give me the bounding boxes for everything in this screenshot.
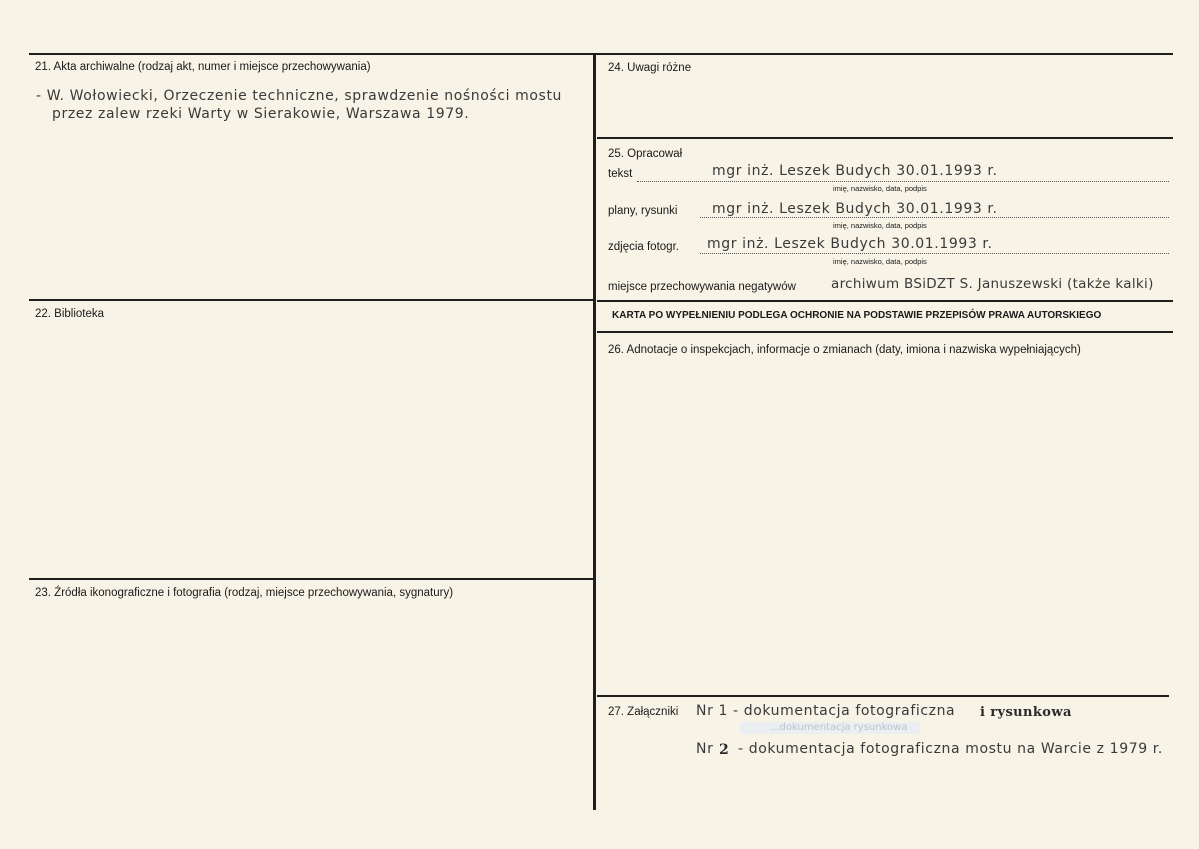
section-21-label: 21. Akta archiwalne (rodzaj akt, numer i miejsce przechowywania) — [35, 61, 371, 73]
zdjecia-dotted-line — [700, 253, 1169, 254]
miejsce-value: archiwum BSiDZT S. Januszewski (także kalki) — [831, 276, 1154, 292]
zdjecia-value: mgr inż. Leszek Budych 30.01.1993 r. — [707, 236, 993, 252]
zdjecia-caption: imię, nazwisko, data, podpis — [833, 257, 927, 266]
section-27-label: 27. Załączniki — [608, 706, 679, 718]
center-divider-line — [593, 53, 596, 810]
copyright-notice: KARTA PO WYPEŁNIENIU PODLEGA OCHRONIE NA PODSTAWIE PRZEPISÓW PRAWA AUTORSKIEGO — [612, 310, 1102, 321]
section-21-line-1: - W. Wołowiecki, Orzeczenie techniczne, sprawdzenie nośności mostu — [36, 88, 563, 104]
ghost-stamp-text: ...dokumentacja rysunkowa — [770, 722, 908, 733]
attachment-2-text: - dokumentacja fotograficzna mostu na Warcie z 1979 r. — [738, 741, 1163, 757]
divider-22-23 — [29, 578, 595, 580]
plany-dotted-line — [700, 217, 1169, 218]
tekst-dotted-line — [637, 181, 1169, 182]
miejsce-label: miejsce przechowywania negatywów — [608, 281, 796, 293]
section-25-label: 25. Opracował — [608, 148, 683, 160]
section-26-label: 26. Adnotacje o inspekcjach, informacje o zmianach (daty, imiona i nazwiska wypełniających) — [608, 344, 1081, 356]
section-21-line-2: przez zalew rzeki Warty w Sierakowie, Warszawa 1979. — [52, 106, 470, 122]
attachment-1-extra: i rysunkowa — [980, 705, 1072, 720]
section-23-label: 23. Źródła ikonograficzne i fotografia (rodzaj, miejsce przechowywania, sygnatury) — [35, 587, 454, 599]
zdjecia-label: zdjęcia fotogr. — [608, 241, 679, 253]
tekst-caption: imię, nazwisko, data, podpis — [833, 184, 927, 193]
section-22-label: 22. Biblioteka — [35, 308, 105, 320]
divider-26-27 — [597, 695, 1169, 697]
attachment-1-line: Nr 1 - dokumentacja fotograficzna — [696, 703, 956, 719]
divider-24-25 — [597, 137, 1173, 139]
attachment-2-number: 2 — [719, 742, 730, 758]
tekst-label: tekst — [608, 168, 633, 180]
divider-notice-26 — [597, 331, 1173, 333]
attachment-2-prefix: Nr — [696, 741, 714, 757]
top-border-line — [29, 53, 1173, 55]
plany-caption: imię, nazwisko, data, podpis — [833, 221, 927, 230]
divider-25-notice — [597, 300, 1173, 302]
plany-value: mgr inż. Leszek Budych 30.01.1993 r. — [712, 201, 998, 217]
plany-label: plany, rysunki — [608, 205, 678, 217]
tekst-value: mgr inż. Leszek Budych 30.01.1993 r. — [712, 163, 998, 179]
section-24-label: 24. Uwagi różne — [608, 62, 692, 74]
divider-21-22 — [29, 299, 595, 301]
